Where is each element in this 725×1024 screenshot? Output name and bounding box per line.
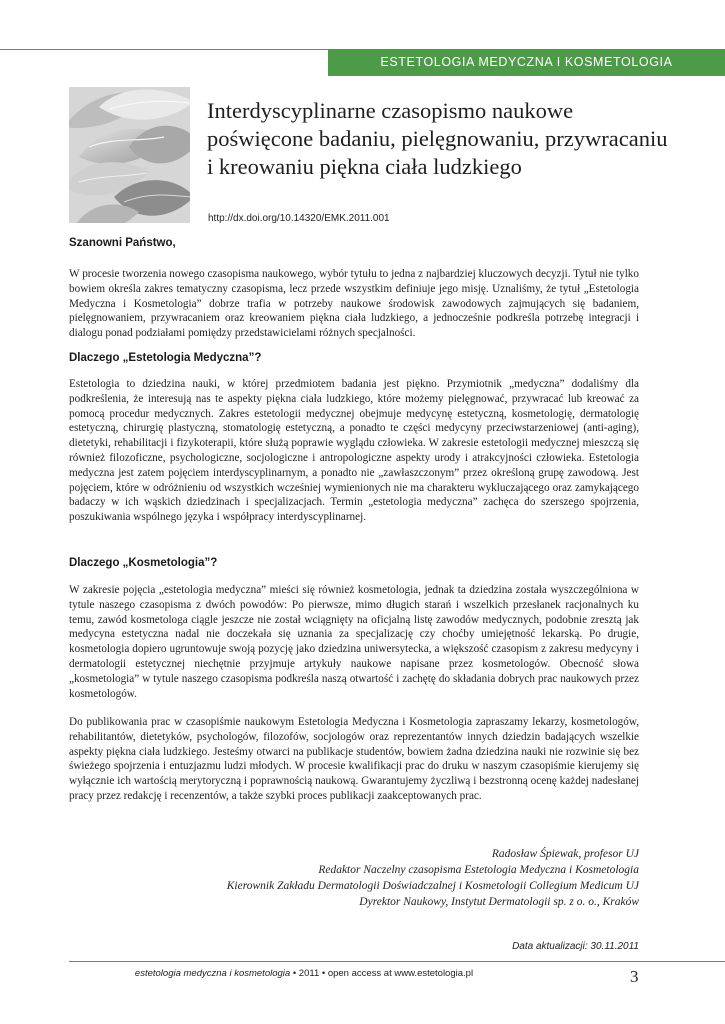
doi-link[interactable]: http://dx.doi.org/10.14320/EMK.2011.001 bbox=[208, 213, 390, 224]
section-heading-estetologia: Dlaczego „Estetologia Medyczna”? bbox=[69, 352, 262, 364]
signature-role-director: Dyrektor Naukowy, Instytut Dermatologii sp. z o. o., Kraków bbox=[359, 896, 639, 908]
footer-info: • 2011 • open access at www.estetologia.pl bbox=[290, 968, 474, 979]
signature-block bbox=[150, 846, 639, 910]
section-paragraph-estetologia: Estetologia to dziedzina nauki, w której przedmiotem badania jest piękno. Przymiotnik „medyczna” dodaliśmy dla podkreślenia, że interesują nas te aspekty piękna ciała ludzkiego, które możemy pielęgnować, przywracać lub kreować za pomocą procedur medycznych. Zakres estetologii medycznej obejmuje medycynę estetyczną, kosmetologię, dermatologię estetyczną, chirurgię plastyczną, stomatologię estetyczną, a ponadto te części medycyny przeciwstarzeniowej (anti-aging), dietetyki, rehabilitacji i fizykoterapii, które służą poprawie wyglądu człowieka. W zakresie estetologii medycznej mieszczą się również filozoficzne, psychologiczne, socjologiczne i antropologiczne aspekty urody i atrakcyjności człowieka. Estetologia medyczna jest zatem pojęciem interdyscyplinarnym, a ponadto nie „zawłaszczonym” przez określoną grupę zawodową. Jest pojęciem, które w odróżnieniu od wszystkich wcześniej wymienionych nie ma charakteru wykluczającego oraz zamykającego badaczy w ich wąskich dziedzinach i specjalizacjach. Termin „estetologia medyczna” zachęca do szerszego spojrzenia, poszukiwania wspólnego języka i współpracy interdyscyplinarnej. bbox=[69, 378, 639, 524]
section-header-tag: ESTETOLOGIA MEDYCZNA I KOSMETOLOGIA bbox=[328, 49, 725, 76]
leaf-illustration bbox=[69, 87, 190, 223]
footer-rule bbox=[69, 961, 725, 962]
invitation-paragraph: Do publikowania prac w czasopiśmie naukowym Estetologia Medyczna i Kosmetologia zapraszamy lekarzy, kosmetologów, rehabilitantów, dietetyków, psychologów, filozofów, socjologów oraz reprezentantów innych dziedzin badających wszelkie aspekty piękna ciała ludzkiego. Jesteśmy otwarci na publikacje studentów, bowiem żadna dziedzina nauki nie rozwinie się bez świeżego spojrzenia i entuzjazmu ludzi młodych. W procesie kwalifikacji prac do druku w naszym czasopiśmie kierujemy się wyłącznie ich wartością merytoryczną i poprawnością naukową. Gwarantujemy życzliwą i bezstronną ocenę każdej nadesłanej pracy przez redakcję i recenzentów, a także szybki proces publikacji zaakceptowanych prac. bbox=[69, 716, 639, 802]
page-number: 3 bbox=[630, 967, 639, 986]
footer-journal-name: estetologia medyczna i kosmetologia bbox=[134, 968, 291, 979]
salutation: Szanowni Państwo, bbox=[69, 237, 176, 249]
signature-role-editor: Redaktor Naczelny czasopisma Estetologia Medyczna i Kosmetologia bbox=[318, 864, 639, 876]
section-heading-kosmetologia: Dlaczego „Kosmetologia”? bbox=[69, 557, 218, 569]
intro-paragraph: W procesie tworzenia nowego czasopisma naukowego, wybór tytułu to jedna z najbardziej kluczowych decyzji. Tytuł nie tylko bowiem określa zakres tematyczny czasopisma, lecz przede wszystkim definiuje jego misję. Uznaliśmy, że tytuł „Estetologia Medyczna i Kosmetologia” dobrze trafia w potrzeby naukowe środowisk zawodowych zajmujących się badaniem, pielęgnowaniem, przywracaniem oraz kreowaniem piękna ciała ludzkiego, a jednocześnie podkreśla potrzebę integracji i dialogu ponad podziałami pomiędzy przedstawicielami różnych specjalności. bbox=[69, 268, 639, 340]
signature-role-head: Kierownik Zakładu Dermatologii Doświadczalnej i Kosmetologii Collegium Medicum UJ bbox=[226, 880, 639, 892]
signature-name: Radosław Śpiewak, profesor UJ bbox=[491, 848, 639, 860]
section-paragraph-kosmetologia: W zakresie pojęcia „estetologia medyczna” mieści się również kosmetologia, jednak ta dziedzina została wyszczególniona w tytule naszego czasopisma z dwóch powodów: Po pierwsze, mimo długich starań i wszelkich przesłanek racjonalnych ku temu, zawód kosmetologa ciągle jeszcze nie został wciągnięty na oficjalną listę zawodów medycznych, podobnie zresztą jak medycyna estetyczna nadal nie doczekała się uznania za specjalizację czy choćby umiejętność lekarską. Po drugie, kosmetologia dopiero ugruntowuje swoją pozycję jako dziedzina uniwersytecka, a większość czasopism z zakresu medycyny i dermatologii estetycznej niechętnie przyjmuje artykuły naukowe napisane przez kosmetologów. Obecność słowa „kosmetologia” w tytule naszego czasopisma podkreśla naszą otwartość i zachętę do składania dobrych prac naukowych przez kosmetologów. bbox=[69, 584, 639, 700]
article-title: Interdyscyplinarne czasopismo naukowe poświęcone badaniu, pielęgnowaniu, przywracaniu i kreowaniu piękna ciała ludzkiego bbox=[207, 98, 668, 179]
footer-text bbox=[69, 968, 539, 979]
update-date: Data aktualizacji: 30.11.2011 bbox=[512, 941, 639, 952]
